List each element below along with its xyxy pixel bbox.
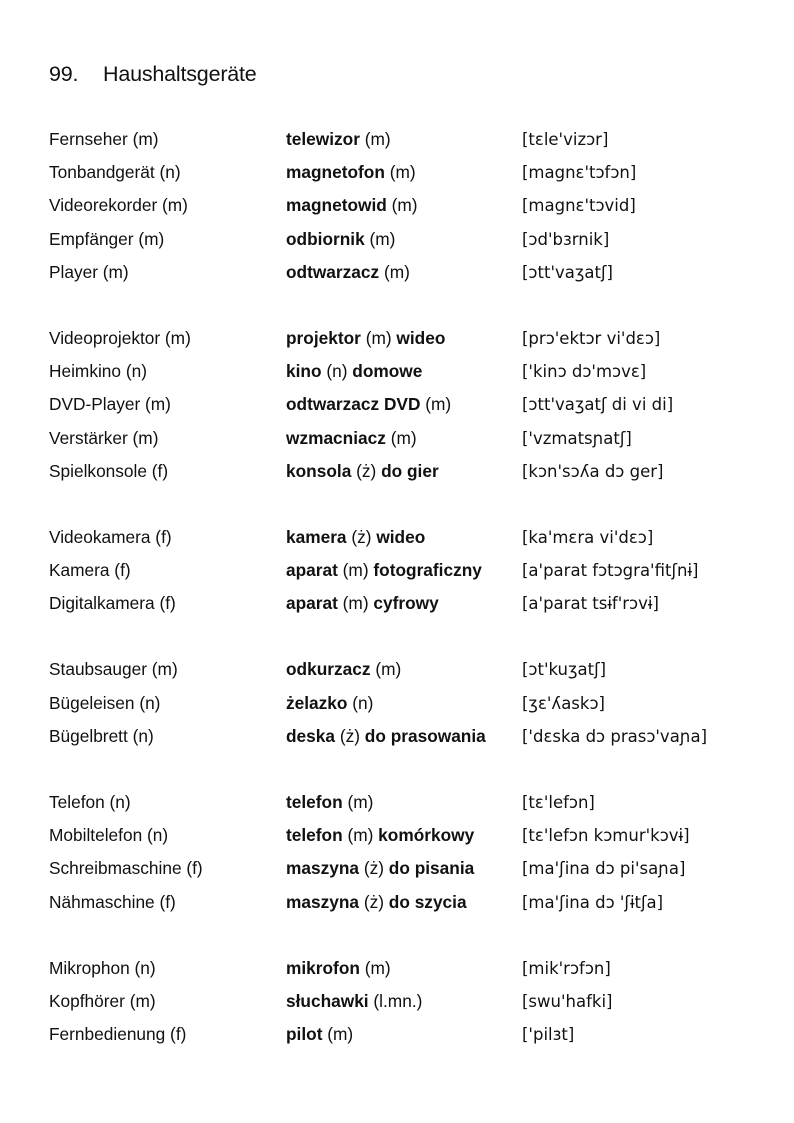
pronunciation: ['kinɔ dɔ'mɔvɛ] xyxy=(522,362,647,382)
pronunciation: [mik'rɔfɔn] xyxy=(522,958,611,978)
german-term: Telefon (n) xyxy=(49,792,131,812)
polish-word: słuchawki xyxy=(286,990,369,1011)
polish-word: żelazko xyxy=(286,692,348,713)
pronunciation: [swu'hafki] xyxy=(522,991,613,1011)
polish-grammar-note: (ż) xyxy=(359,891,389,912)
german-term: Bügeleisen (n) xyxy=(49,692,161,713)
polish-grammar-note: (m) xyxy=(337,560,374,581)
polish-word: odbiornik xyxy=(286,228,365,249)
polish-grammar-note: (m) xyxy=(322,1024,354,1045)
polish-word: mikrofon xyxy=(286,957,360,978)
german-term: DVD-Player (m) xyxy=(49,394,171,415)
vocab-row xyxy=(49,786,769,819)
vocab-row xyxy=(49,687,769,720)
polish-term xyxy=(286,189,418,222)
vocab-row xyxy=(49,554,769,587)
polish-word: telefon xyxy=(286,792,343,812)
vocab-row xyxy=(49,521,769,554)
polish-word: magnetofon xyxy=(286,162,385,183)
polish-word: do pisania xyxy=(388,858,475,879)
polish-grammar-note: (ż) xyxy=(351,460,382,481)
pronunciation: [a'parat fɔtɔgra'fitʃnɨ] xyxy=(522,561,699,581)
polish-grammar-note: (ż) xyxy=(346,526,377,547)
polish-term xyxy=(286,587,439,620)
polish-term xyxy=(286,687,373,720)
vocabulary-list xyxy=(49,123,769,1084)
polish-grammar-note: (m) xyxy=(385,427,417,448)
vocab-group xyxy=(49,521,769,621)
polish-word: telewizor xyxy=(286,129,360,149)
polish-term xyxy=(286,422,417,455)
polish-grammar-note: (m) xyxy=(337,593,374,614)
polish-term xyxy=(286,388,451,421)
pronunciation: [kɔn'sɔʎa dɔ ger] xyxy=(522,461,664,481)
polish-grammar-note: (n) xyxy=(347,692,374,713)
german-term: Mikrophon (n) xyxy=(49,957,156,978)
polish-grammar-note: (l.mn.) xyxy=(368,990,423,1011)
polish-grammar-note: (m) xyxy=(386,195,418,216)
pronunciation: [tɛ'lefɔn] xyxy=(522,793,595,812)
vocab-row xyxy=(49,355,769,388)
german-term: Bügelbrett (n) xyxy=(49,725,154,746)
polish-term xyxy=(286,223,395,256)
pronunciation: [a'parat tsɨf'rɔvɨ] xyxy=(522,594,659,614)
pronunciation: [ɔd'bɜrnik] xyxy=(522,229,610,249)
polish-grammar-note: (m) xyxy=(420,394,452,415)
polish-term xyxy=(286,720,486,753)
polish-grammar-note: (ż) xyxy=(335,725,365,746)
polish-word: wideo xyxy=(396,327,446,348)
vocab-row xyxy=(49,156,769,189)
polish-word: komórkowy xyxy=(378,825,475,846)
polish-grammar-note: (m) xyxy=(359,957,391,978)
polish-word: aparat xyxy=(286,593,338,614)
polish-grammar-note: (ż) xyxy=(359,858,389,879)
polish-word: do szycia xyxy=(388,891,467,912)
polish-term xyxy=(286,256,410,289)
vocab-row xyxy=(49,256,769,289)
polish-word: cyfrowy xyxy=(373,593,439,614)
pronunciation: [ɔtt'vaʒatʃ di vi di] xyxy=(522,395,674,415)
polish-word: odkurzacz xyxy=(286,659,371,680)
polish-term xyxy=(286,455,439,488)
polish-word: kino xyxy=(286,361,322,382)
chapter-title: Haushaltsgeräte xyxy=(103,62,257,86)
vocab-row xyxy=(49,223,769,256)
polish-term xyxy=(286,786,373,819)
vocab-row xyxy=(49,587,769,620)
vocab-row xyxy=(49,653,769,686)
polish-word: wideo xyxy=(376,526,426,547)
vocab-row xyxy=(49,720,769,753)
polish-grammar-note: (n) xyxy=(321,361,353,382)
polish-word: maszyna xyxy=(286,891,360,912)
polish-grammar-note: (m) xyxy=(364,228,396,249)
polish-word: kamera xyxy=(286,526,347,547)
german-term: Videokamera (f) xyxy=(49,526,172,547)
german-term: Kamera (f) xyxy=(49,560,131,581)
polish-term xyxy=(286,355,422,388)
vocab-group xyxy=(49,322,769,488)
german-term: Mobiltelefon (n) xyxy=(49,825,169,846)
polish-term xyxy=(286,852,474,885)
polish-word: konsola xyxy=(286,460,352,481)
polish-term xyxy=(286,985,422,1018)
polish-word: do prasowania xyxy=(364,725,486,746)
german-term: Fernbedienung (f) xyxy=(49,1024,187,1045)
polish-grammar-note: (m) xyxy=(359,129,391,149)
polish-word: pilot xyxy=(286,1024,323,1045)
polish-term xyxy=(286,886,467,919)
polish-word: maszyna xyxy=(286,858,360,879)
vocab-row xyxy=(49,952,769,985)
polish-word: magnetowid xyxy=(286,195,387,216)
vocab-row xyxy=(49,886,769,919)
polish-grammar-note: (m) xyxy=(379,261,410,282)
vocab-row xyxy=(49,1018,769,1051)
polish-term xyxy=(286,156,416,189)
vocab-row xyxy=(49,455,769,488)
vocab-row xyxy=(49,123,769,156)
pronunciation: [ɔtt'vaʒatʃ] xyxy=(522,262,613,282)
polish-grammar-note: (m) xyxy=(370,659,402,680)
polish-term xyxy=(286,1018,353,1051)
polish-term xyxy=(286,952,391,985)
vocab-row xyxy=(49,985,769,1018)
pronunciation: [prɔ'ektɔr vi'dɛɔ] xyxy=(522,328,661,348)
pronunciation: [tɛle'vizɔr] xyxy=(522,130,609,149)
german-term: Empfänger (m) xyxy=(49,228,165,249)
chapter-number: 99. xyxy=(49,62,79,86)
pronunciation: [ma'ʃina dɔ pi'saɲa] xyxy=(522,859,686,879)
polish-word: odtwarzacz DVD xyxy=(286,394,421,415)
german-term: Staubsauger (m) xyxy=(49,659,178,680)
german-term: Kopfhörer (m) xyxy=(49,990,156,1011)
polish-grammar-note: (m) xyxy=(342,825,379,846)
polish-word: projektor xyxy=(286,327,361,348)
polish-word: do gier xyxy=(381,460,439,481)
german-term: Nähmaschine (f) xyxy=(49,891,176,912)
vocab-row xyxy=(49,819,769,852)
polish-word: telefon xyxy=(286,825,343,846)
pronunciation: ['dɛska dɔ prasɔ'vaɲa] xyxy=(522,726,708,746)
german-term: Tonbandgerät (n) xyxy=(49,162,181,183)
german-term: Digitalkamera (f) xyxy=(49,593,176,614)
pronunciation: ['vzmatsɲatʃ] xyxy=(522,428,632,448)
pronunciation: [ka'mɛra vi'dɛɔ] xyxy=(522,527,654,547)
german-term: Fernseher (m) xyxy=(49,129,159,149)
pronunciation: [magnɛ'tɔfɔn] xyxy=(522,163,637,183)
pronunciation: [ɔt'kuʒatʃ] xyxy=(522,660,607,680)
pronunciation: ['pilɜt] xyxy=(522,1025,575,1045)
polish-grammar-note: (m) xyxy=(384,162,416,183)
pronunciation: [ʒɛ'ʎaskɔ] xyxy=(522,693,605,713)
vocab-group xyxy=(49,786,769,919)
vocab-row xyxy=(49,189,769,222)
vocab-row xyxy=(49,388,769,421)
polish-term xyxy=(286,653,401,686)
german-term: Spielkonsole (f) xyxy=(49,460,169,481)
polish-term xyxy=(286,123,391,156)
vocab-group xyxy=(49,653,769,753)
polish-term xyxy=(286,322,445,355)
vocab-group xyxy=(49,952,769,1052)
german-term: Player (m) xyxy=(49,261,129,282)
polish-grammar-note: (m) xyxy=(360,327,397,348)
pronunciation: [ma'ʃina dɔ 'ʃɨtʃa] xyxy=(522,892,664,912)
german-term: Heimkino (n) xyxy=(49,361,147,382)
polish-term xyxy=(286,521,425,554)
polish-word: aparat xyxy=(286,560,338,581)
vocab-row xyxy=(49,422,769,455)
polish-word: domowe xyxy=(352,361,423,382)
vocab-group xyxy=(49,123,769,289)
polish-word: odtwarzacz xyxy=(286,261,380,282)
german-term: Videorekorder (m) xyxy=(49,195,188,216)
pronunciation: [tɛ'lefɔn kɔmur'kɔvɨ] xyxy=(522,826,690,846)
pronunciation: [magnɛ'tɔvid] xyxy=(522,196,636,216)
german-term: Verstärker (m) xyxy=(49,427,159,448)
page-title xyxy=(49,62,257,87)
polish-word: deska xyxy=(286,725,336,746)
vocab-row xyxy=(49,322,769,355)
german-term: Videoprojektor (m) xyxy=(49,327,191,348)
polish-grammar-note: (m) xyxy=(342,792,374,812)
polish-word: fotograficzny xyxy=(373,560,482,581)
polish-term xyxy=(286,554,482,587)
vocab-row xyxy=(49,852,769,885)
german-term: Schreibmaschine (f) xyxy=(49,858,203,879)
polish-word: wzmacniacz xyxy=(286,427,386,448)
polish-term xyxy=(286,819,474,852)
